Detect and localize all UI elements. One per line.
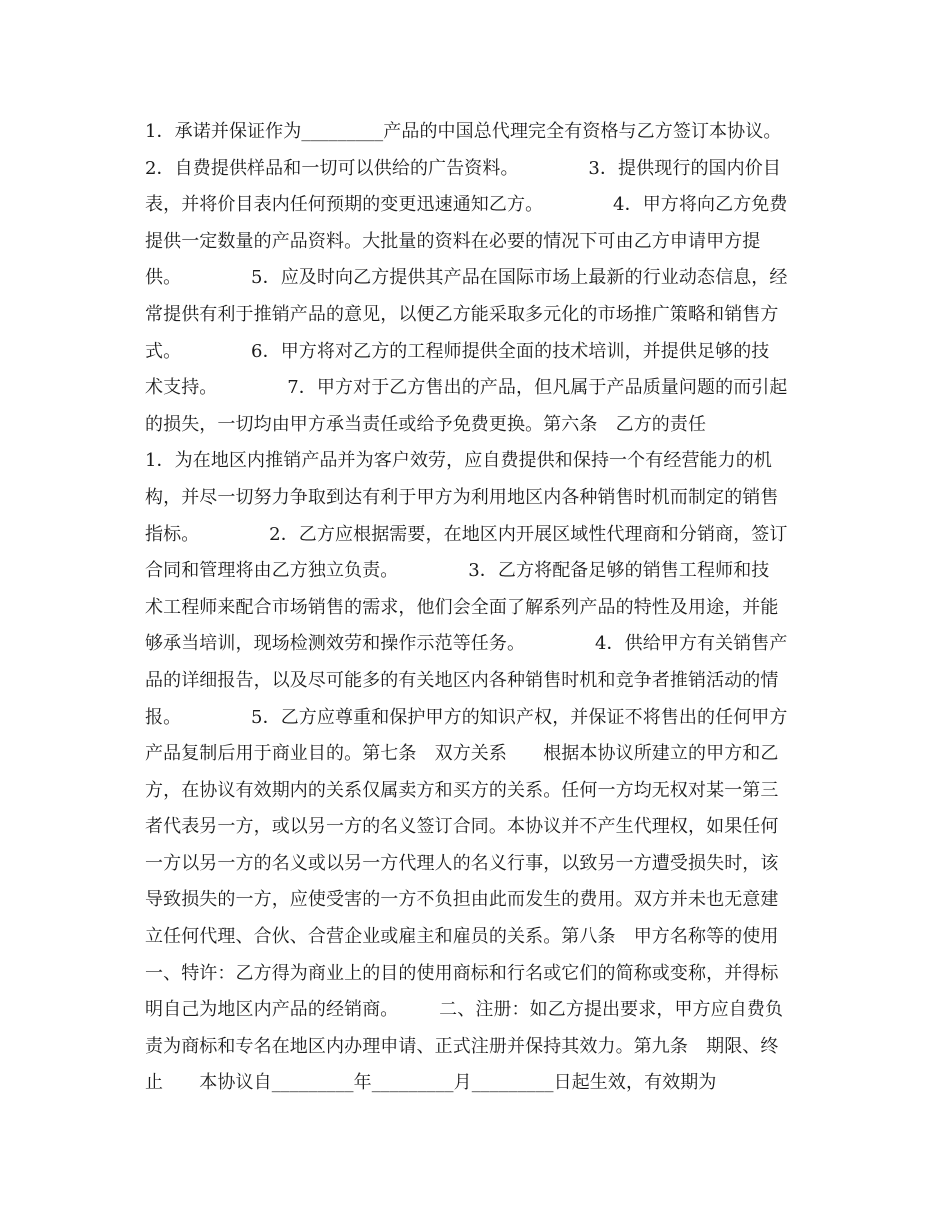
text-line: 供。 5．应及时向乙方提供其产品在国际市场上最新的行业动态信息，经	[145, 267, 788, 289]
text-line: 式。 6．甲方将对乙方的工程师提供全面的技术培训，并提供足够的技	[145, 340, 770, 362]
text-line: 1．承诺并保证作为_________产品的中国总代理完全有资格与乙方签订本协议。	[145, 121, 782, 142]
text-line: 表，并将价目表内任何预期的变更迅速通知乙方。 4．甲方将向乙方免费	[145, 194, 788, 216]
text-line: 1．为在地区内推销产品并为客户效劳，应自费提供和保持一个有经营能力的机	[145, 450, 772, 472]
text-line: 明自己为地区内产品的经销商。 二、注册：如乙方提出要求，甲方应自费负	[145, 999, 784, 1021]
text-line: 一方以另一方的名义或以另一方代理人的名义行事，以致另一方遭受损失时，该	[145, 852, 779, 874]
text-line: 止 本协议自_________年_________月_________日起生效，有效期为	[145, 1072, 717, 1094]
text-line: 立任何代理、合伙、合营企业或雇主和雇员的关系。第八条 甲方名称等的使用	[145, 926, 779, 948]
text-line: 术工程师来配合市场销售的需求，他们会全面了解系列产品的特性及用途，并能	[145, 596, 779, 618]
text-line: 产品复制后用于商业目的。第七条 双方关系 根据本协议所建立的甲方和乙	[145, 743, 779, 765]
text-line: 够承当培训，现场检测效劳和操作示范等任务。 4．供给甲方有关销售产	[145, 633, 788, 655]
text-line: 者代表另一方，或以另一方的名义签订合同。本协议并不产生代理权，如果任何	[145, 816, 779, 838]
text-line: 责为商标和专名在地区内办理申请、正式注册并保持其效力。第九条 期限、终	[145, 1035, 779, 1057]
text-line: 常提供有利于推销产品的意见，以便乙方能采取多元化的市场推广策略和销售方	[145, 303, 779, 325]
text-line: 合同和管理将由乙方独立负责。 3．乙方将配备足够的销售工程师和技	[145, 560, 770, 582]
text-line: 构，并尽一切努力争取到达有利于甲方为利用地区内各种销售时机而制定的销售	[145, 486, 779, 508]
text-line: 导致损失的一方，应使受害的一方不负担由此而发生的费用。双方并未也无意建	[145, 889, 779, 911]
document-body	[145, 114, 825, 1102]
text-line: 提供一定数量的产品资料。大批量的资料在必要的情况下可由乙方申请甲方提	[145, 230, 761, 252]
text-line: 品的详细报告，以及尽可能多的有关地区内各种销售时机和竞争者推销活动的情	[145, 669, 779, 691]
text-line: 2．自费提供样品和一切可以供给的广告资料。 3．提供现行的国内价目	[145, 157, 781, 179]
text-line: 报。 5．乙方应尊重和保护甲方的知识产权，并保证不将售出的任何甲方	[145, 706, 788, 728]
text-line: 术支持。 7．甲方对于乙方售出的产品，但凡属于产品质量问题的而引起	[145, 377, 788, 399]
text-line: 方，在协议有效期内的关系仅属卖方和买方的关系。任何一方均无权对某一第三	[145, 779, 779, 801]
text-line: 的损失，一切均由甲方承当责任或给予免费更换。第六条 乙方的责任	[145, 413, 707, 435]
text-line: 一、特许：乙方得为商业上的目的使用商标和行名或它们的简称或变称，并得标	[145, 962, 779, 984]
text-line: 指标。 2．乙方应根据需要，在地区内开展区域性代理商和分销商，签订	[145, 523, 788, 545]
